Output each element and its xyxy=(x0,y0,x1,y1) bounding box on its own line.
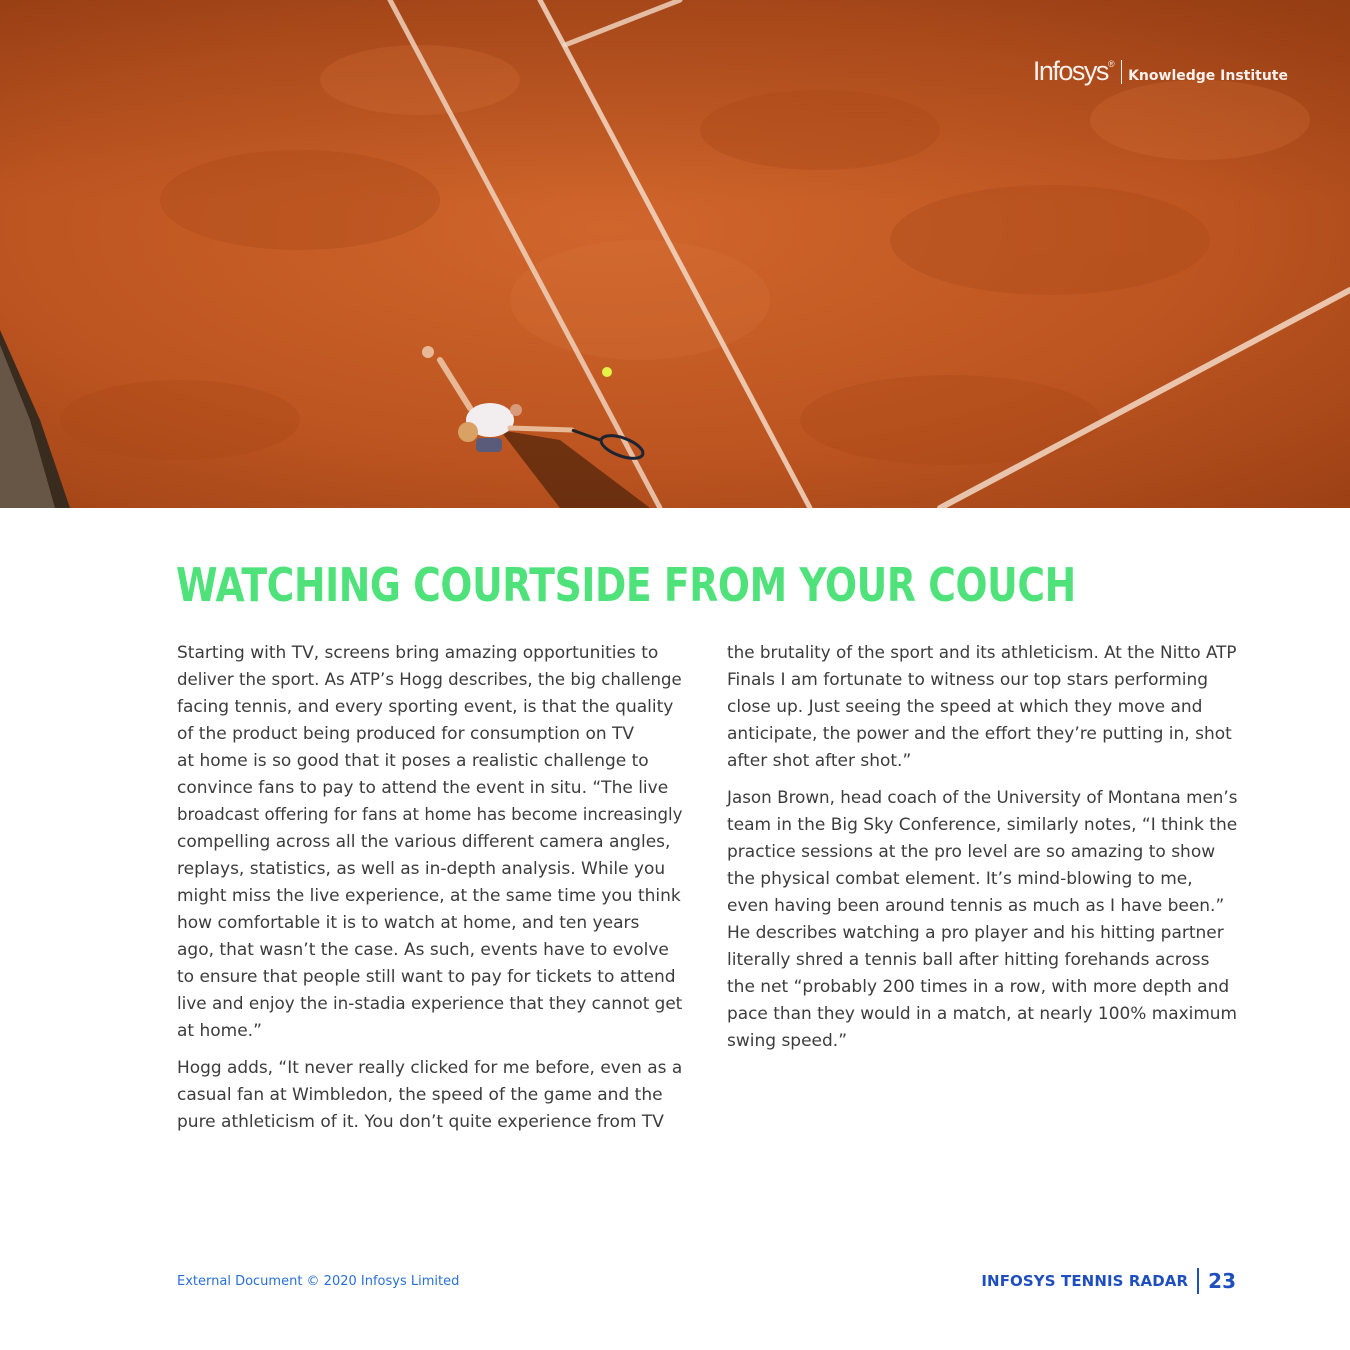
text-line: to ensure that people still want to pay for tickets to attend xyxy=(177,967,676,987)
text-line: even having been around tennis as much as I have been.” xyxy=(727,896,1225,916)
footer-publication xyxy=(981,1268,1236,1294)
footer-divider xyxy=(1197,1268,1199,1294)
text-line: after shot after shot.” xyxy=(727,751,912,771)
text-line: replays, statistics, as well as in-depth analysis. While you xyxy=(177,859,666,879)
brand-divider xyxy=(1121,60,1123,84)
left-column xyxy=(177,640,682,1146)
infosys-logo: Infosys® xyxy=(1032,56,1115,86)
text-line: facing tennis, and every sporting event, is that the quality xyxy=(177,697,674,717)
text-line: at home.” xyxy=(177,1021,262,1041)
tennis-ball xyxy=(602,367,612,377)
text-line: He describes watching a pro player and his hitting partner xyxy=(727,923,1224,943)
text-line: compelling across all the various different camera angles, xyxy=(177,832,671,852)
text-line: Finals I am fortunate to witness our top stars performing xyxy=(727,670,1209,690)
text-line: swing speed.” xyxy=(727,1031,848,1051)
text-line: of the product being produced for consumption on TV xyxy=(177,724,635,744)
text-line: Starting with TV, screens bring amazing opportunities to xyxy=(177,643,659,663)
text-line: close up. Just seeing the speed at which they move and xyxy=(727,697,1203,717)
text-line: deliver the sport. As ATP’s Hogg describes, the big challenge xyxy=(177,670,682,690)
brand-logo xyxy=(1033,58,1288,85)
publication-title: INFOSYS TENNIS RADAR xyxy=(981,1272,1189,1290)
body-paragraph xyxy=(727,785,1237,1055)
page-number: 23 xyxy=(1208,1269,1236,1293)
text-line: at home is so good that it poses a realistic challenge to xyxy=(177,751,649,771)
text-line: how comfortable it is to watch at home, and ten years xyxy=(177,913,640,933)
body-paragraph xyxy=(727,640,1237,775)
text-line: literally shred a tennis ball after hitting forehands across xyxy=(727,950,1210,970)
text-line: Hogg adds, “It never really clicked for me before, even as a xyxy=(177,1058,683,1078)
text-line: pace than they would in a match, at nearly 100% maximum xyxy=(727,1004,1238,1024)
copyright-notice: External Document © 2020 Infosys Limited xyxy=(177,1274,460,1289)
text-line: broadcast offering for fans at home has become increasingly xyxy=(177,805,683,825)
body-paragraph xyxy=(177,1055,682,1136)
text-line: live and enjoy the in-stadia experience that they cannot get xyxy=(177,994,683,1014)
text-line: convince fans to pay to attend the event in situ. “The live xyxy=(177,778,669,798)
right-column xyxy=(727,640,1237,1065)
text-line: casual fan at Wimbledon, the speed of the game and the xyxy=(177,1085,663,1105)
text-line: might miss the live experience, at the same time you think xyxy=(177,886,681,906)
text-line: team in the Big Sky Conference, similarly notes, “I think the xyxy=(727,815,1238,835)
page-title: WATCHING COURTSIDE FROM YOUR COUCH xyxy=(176,558,1076,612)
brand-subtitle: Knowledge Institute xyxy=(1128,68,1288,84)
text-line: the brutality of the sport and its athleticism. At the Nitto ATP xyxy=(727,643,1237,663)
text-line: the physical combat element. It’s mind-blowing to me, xyxy=(727,869,1193,889)
hero-image xyxy=(0,0,1350,508)
text-line: practice sessions at the pro level are so amazing to show xyxy=(727,842,1216,862)
text-line: the net “probably 200 times in a row, with more depth and xyxy=(727,977,1230,997)
text-line: pure athleticism of it. You don’t quite experience from TV xyxy=(177,1112,664,1132)
body-paragraph xyxy=(177,640,682,1045)
text-line: anticipate, the power and the effort they’re putting in, shot xyxy=(727,724,1232,744)
text-line: ago, that wasn’t the case. As such, events have to evolve xyxy=(177,940,669,960)
text-line: Jason Brown, head coach of the University of Montana men’s xyxy=(727,788,1238,808)
